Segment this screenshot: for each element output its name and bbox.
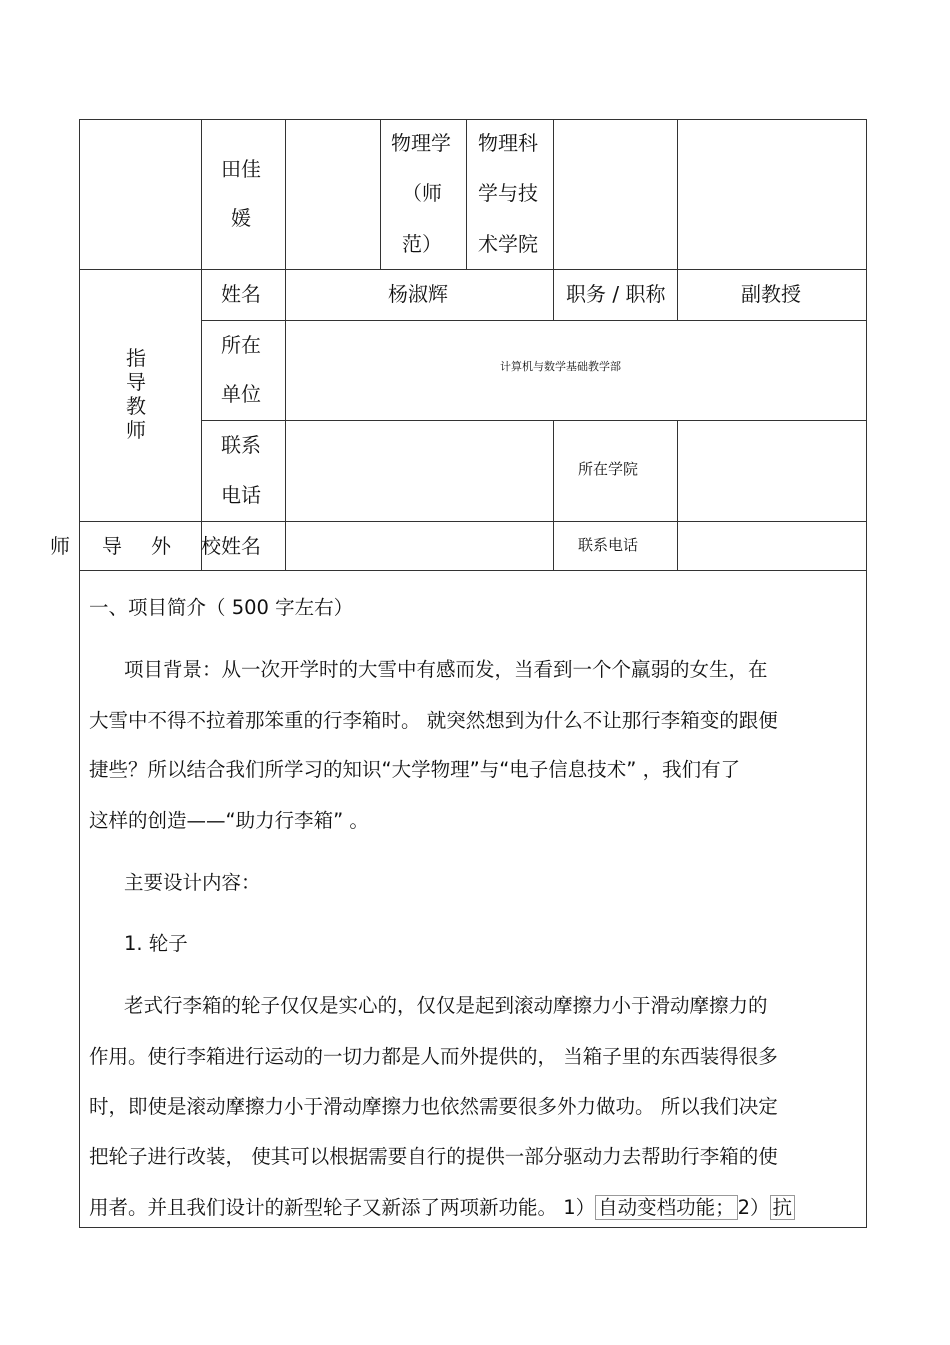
col-divider	[677, 420, 678, 570]
external-advisor-label: 师	[50, 534, 70, 558]
advisor-phone-label: 联系	[221, 433, 261, 457]
col-divider	[201, 119, 202, 570]
student-major: （师	[402, 181, 442, 205]
row-divider	[201, 420, 867, 421]
student-college: 学与技	[478, 181, 538, 205]
col-divider	[677, 119, 678, 320]
student-name: 田佳	[221, 157, 261, 181]
wheel-paragraph-text: 用者。并且我们设计的新型轮子又新添了两项新功能。 1）	[89, 1196, 596, 1219]
external-advisor-name-label: 姓名	[221, 534, 261, 558]
external-advisor-label: 校	[201, 534, 221, 558]
intro-heading: 一、项目简介（ 500 字左右）	[89, 596, 354, 619]
feature-auto-gear: 自动变档功能；	[595, 1195, 738, 1220]
wheel-paragraph-line: 时，即使是滚动摩擦力小于滑动摩擦力也依然需要很多外力做功。 所以我们决定	[89, 1095, 778, 1118]
row-divider	[79, 521, 867, 522]
intro-paragraph-line: 大雪中不得不拉着那笨重的行李箱时。 就突然想到为什么不让那行李箱变的跟便	[89, 709, 778, 732]
col-divider	[380, 119, 381, 269]
wheel-paragraph-line: 把轮子进行改装， 使其可以根据需要自行的提供一部分驱动力去帮助行李箱的使	[89, 1145, 778, 1168]
student-major: 物理学	[391, 131, 451, 155]
advisor-section-label: 指导教师	[126, 346, 146, 442]
design-heading: 主要设计内容：	[124, 871, 261, 894]
feature-number: 2）	[737, 1196, 770, 1219]
advisor-name-label: 姓名	[221, 282, 261, 306]
intro-paragraph-line: 这样的创造——“助力行李箱” 。	[89, 809, 369, 832]
student-name: 媛	[231, 206, 251, 230]
wheel-paragraph-line: 老式行李箱的轮子仅仅是实心的，仅仅是起到滚动摩擦力小于滑动摩擦力的	[124, 994, 768, 1017]
feature-anti: 抗	[770, 1195, 796, 1220]
advisor-phone-label: 电话	[221, 483, 261, 507]
advisor-unit-value: 计算机与数学基础教学部	[500, 360, 621, 373]
student-major: 范）	[402, 232, 442, 256]
student-college: 术学院	[478, 232, 538, 256]
intro-paragraph-line: 项目背景：从一次开学时的大雪中有感而发，当看到一个个羸弱的女生，在	[124, 658, 768, 681]
col-divider	[466, 119, 467, 269]
design-item-1: 1. 轮子	[124, 932, 188, 955]
row-divider	[79, 570, 867, 571]
col-divider	[553, 420, 554, 570]
col-divider	[553, 119, 554, 320]
advisor-college-label: 所在学院	[578, 460, 639, 478]
external-advisor-label: 导	[102, 534, 122, 558]
intro-paragraph-line: 捷些？所以结合我们所学习的知识“大学物理”与“电子信息技术” ，我们有了	[89, 758, 741, 781]
col-divider	[285, 119, 286, 570]
external-advisor-label: 外	[151, 534, 171, 558]
advisor-name-value: 杨淑辉	[388, 282, 448, 306]
advisor-title-value: 副教授	[741, 282, 801, 306]
advisor-unit-label: 所在	[221, 333, 261, 357]
row-divider	[79, 269, 867, 270]
row-divider	[201, 320, 867, 321]
external-advisor-phone-label: 联系电话	[578, 536, 639, 554]
student-college: 物理科	[478, 131, 538, 155]
wheel-paragraph-line: 作用。使行李箱进行运动的一切力都是人而外提供的， 当箱子里的东西装得很多	[89, 1045, 778, 1068]
advisor-unit-label: 单位	[221, 382, 261, 406]
wheel-paragraph-line	[89, 1196, 795, 1220]
advisor-title-label: 职务 / 职称	[566, 282, 666, 306]
